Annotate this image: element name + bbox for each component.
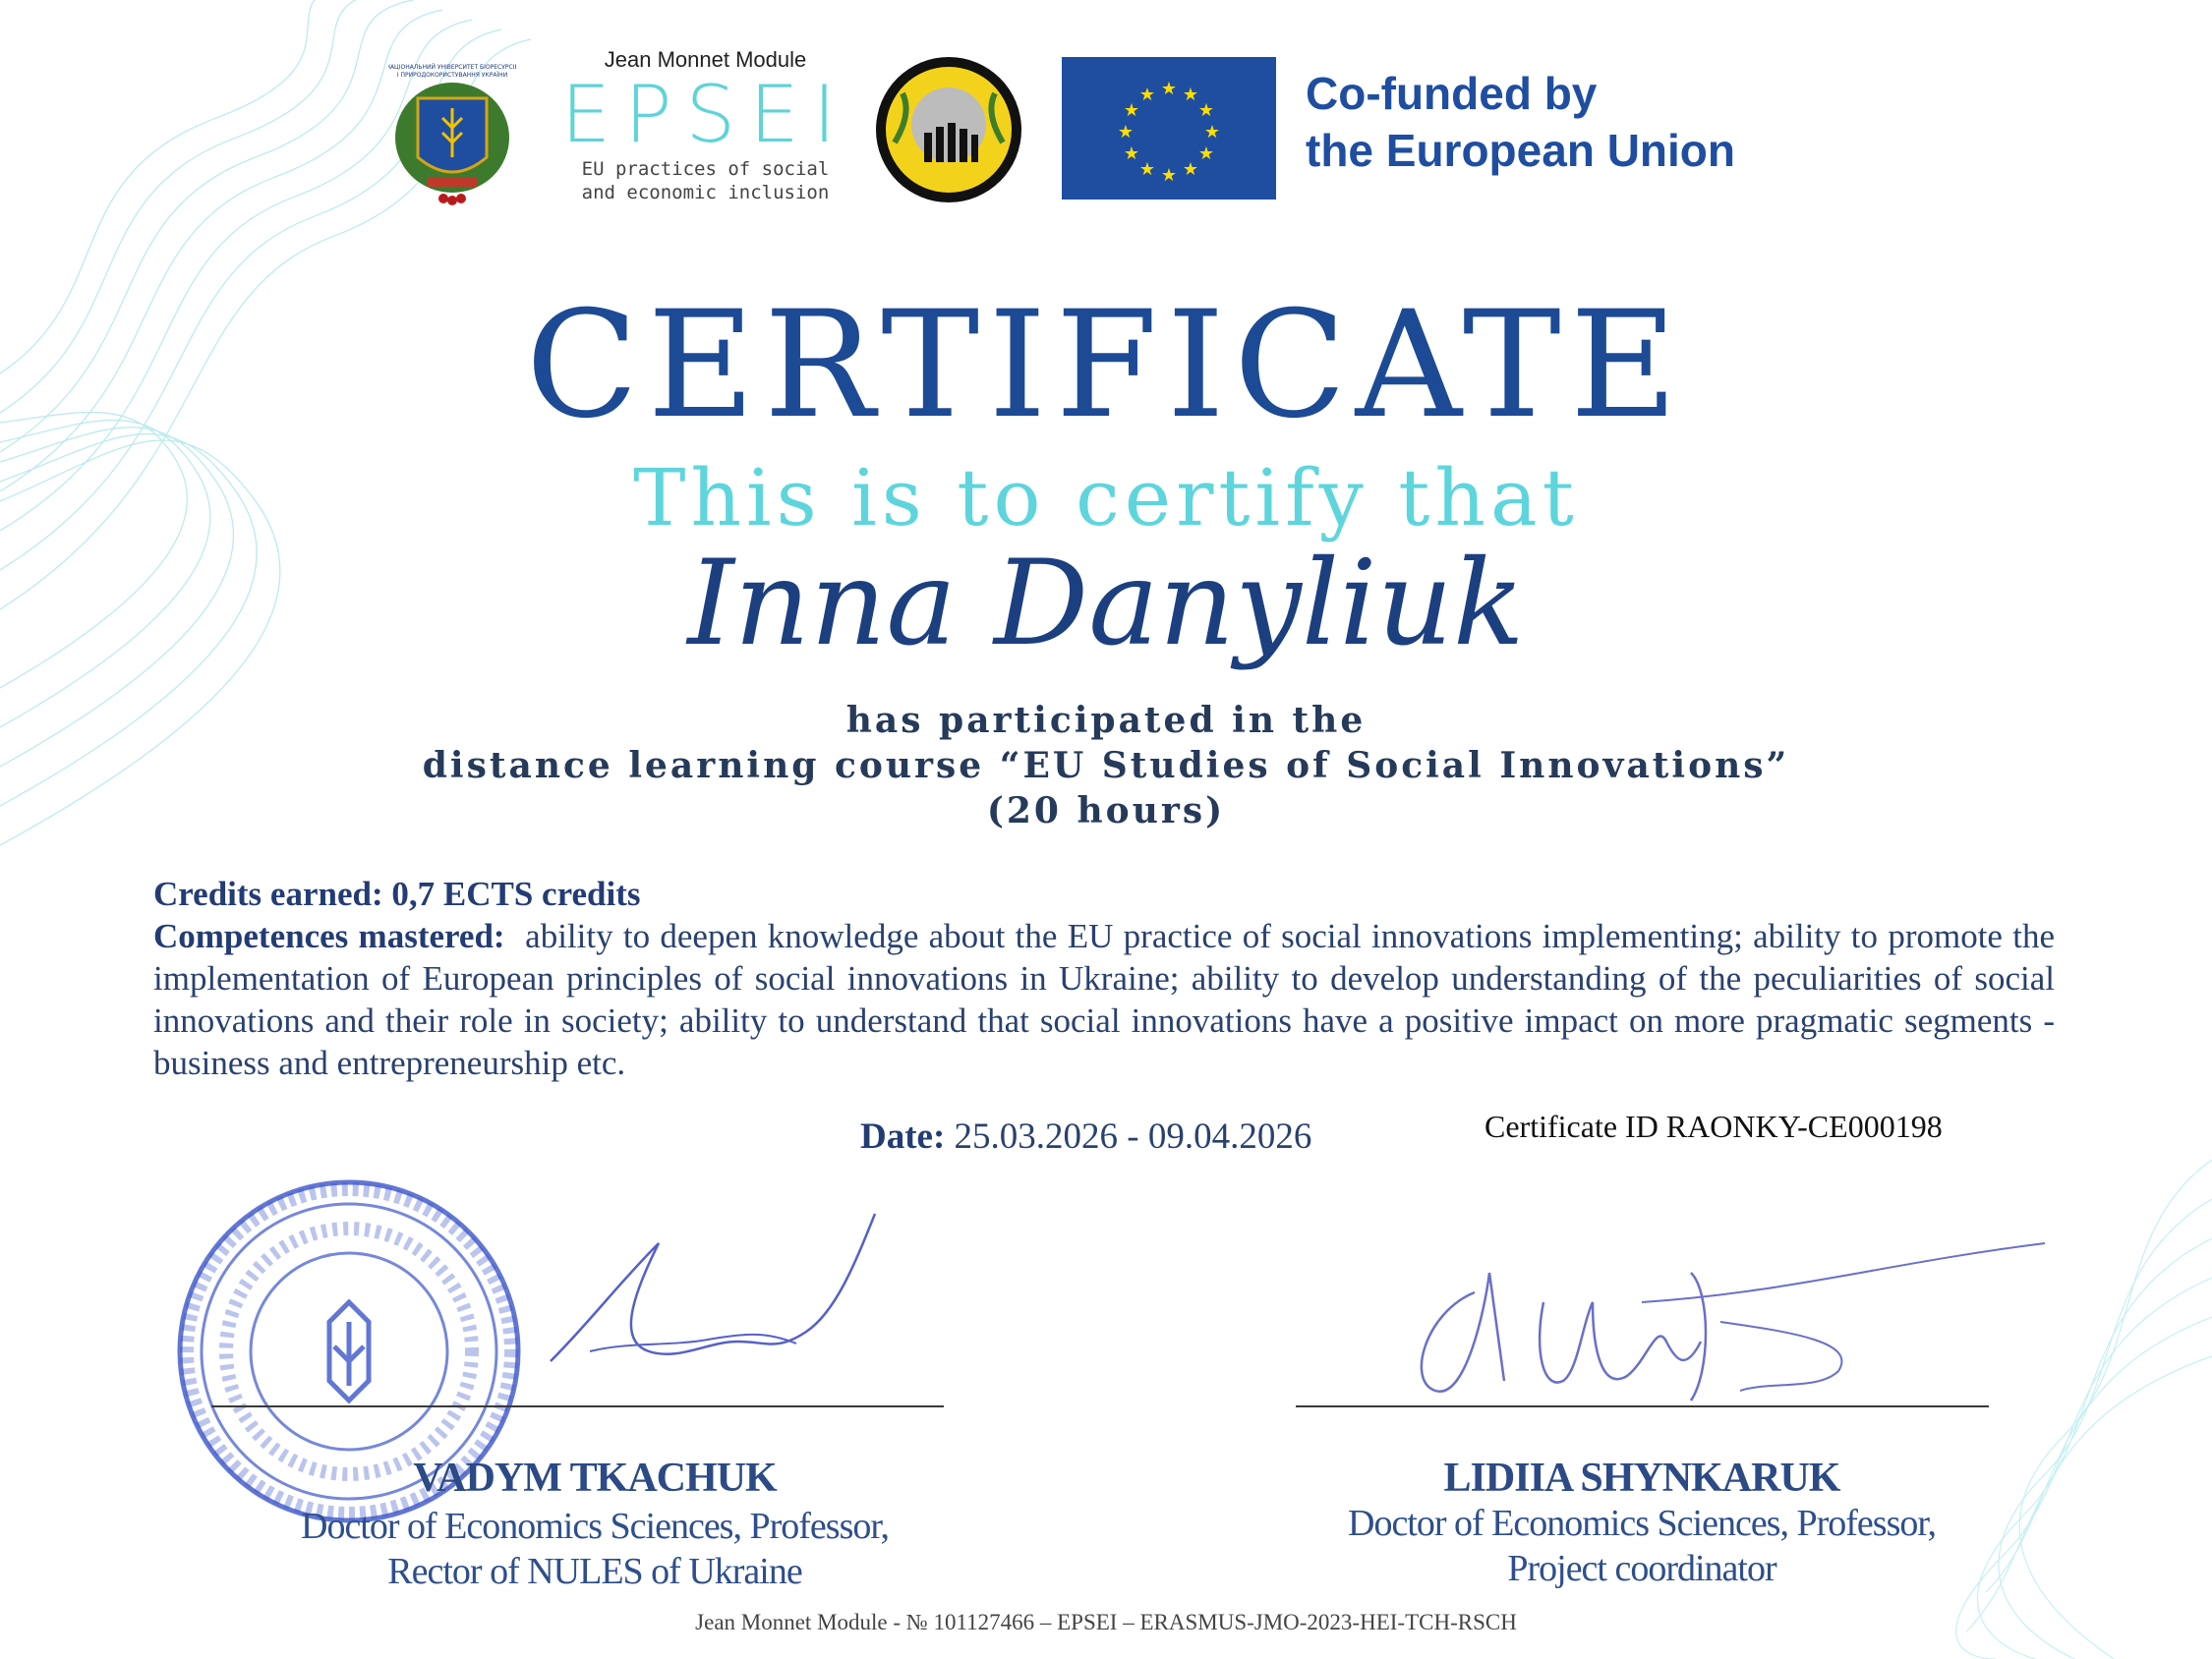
- eu-cofunded-label: [1306, 65, 1735, 179]
- course-line-1: has participated in the: [845, 700, 1367, 741]
- course-line-2: distance learning course “EU Studies of Social Innovations”: [422, 745, 1790, 786]
- date-label: Date:: [860, 1116, 946, 1157]
- signature-right-icon: [1396, 1233, 2065, 1420]
- svg-text:★: ★: [1160, 165, 1178, 186]
- signatory-role-left: [172, 1504, 1018, 1594]
- credits-label: Credits earned:: [153, 875, 383, 913]
- svg-text:★: ★: [1138, 85, 1156, 105]
- certificate-title: CERTIFICATE: [525, 280, 1687, 451]
- epsei-subtitle-line2: and economic inclusion: [581, 182, 830, 203]
- certificate-id: Certificate ID RAONKY-CE000198: [1484, 1109, 1943, 1144]
- svg-text:★: ★: [1197, 100, 1215, 121]
- svg-text:І ПРИРОДОКОРИСТУВАННЯ УКРАЇНИ: І ПРИРОДОКОРИСТУВАННЯ УКРАЇНИ: [396, 72, 508, 79]
- signature-left-icon: [511, 1204, 904, 1401]
- epsei-module-label: Jean Monnet Module: [604, 47, 807, 72]
- credits-row: [153, 873, 2055, 915]
- svg-text:★: ★: [1123, 100, 1140, 121]
- signatory-role-right-line2: Project coordinator: [1507, 1548, 1776, 1589]
- signatory-role-right: [1249, 1501, 2035, 1591]
- svg-text:★: ★: [1203, 122, 1221, 143]
- signature-line-right: [1296, 1405, 1989, 1407]
- signatory-role-left-line2: Rector of NULES of Ukraine: [387, 1551, 802, 1592]
- signatory-name-right: LIDIIA SHYNKARUK: [1443, 1456, 1840, 1501]
- department-logo: [873, 54, 1025, 206]
- svg-text:НАЦІОНАЛЬНИЙ УНІВЕРСИТЕТ БІОРЕ: НАЦІОНАЛЬНИЙ УНІВЕРСИТЕТ БІОРЕСУРСІВ: [388, 64, 516, 71]
- svg-text:★: ★: [1197, 143, 1215, 164]
- competences-label: Competences mastered:: [153, 917, 505, 955]
- date-row: [860, 1116, 1311, 1158]
- svg-text:★: ★: [1123, 143, 1140, 164]
- certificate-details: [153, 873, 2055, 1084]
- svg-text:★: ★: [1182, 159, 1199, 180]
- epsei-wordmark: EPSEI: [560, 69, 850, 160]
- competences-text: ability to deepen knowledge about the EU practice of social innovations implementing; ability to promote the implementation of European principles of social innovations in Ukraine; ability to develop understanding of the peculiarities of social innovations and their role in society; ability to understand that social innovations have a positive impact on more pragmatic segments - business and entrepreneurship etc.: [153, 917, 2055, 1082]
- recipient-name: Inna Danyliuk: [687, 536, 1525, 672]
- competences-row: [153, 915, 2055, 1084]
- signatory-name-left: VADYM TKACHUK: [413, 1456, 777, 1501]
- footer-reference: Jean Monnet Module - № 101127466 – EPSEI – ERASMUS-JMO-2023-HEI-TCH-RSCH: [695, 1610, 1517, 1634]
- signatory-role-right-line1: Doctor of Economics Sciences, Professor,: [1348, 1503, 1936, 1544]
- nubip-logo: [388, 59, 516, 206]
- date-value: 25.03.2026 - 09.04.2026: [954, 1116, 1312, 1157]
- certify-line: This is to certify that: [633, 452, 1579, 543]
- svg-text:★: ★: [1138, 159, 1156, 180]
- epsei-logo: [555, 47, 855, 214]
- epsei-subtitle-line1: EU practices of social: [581, 158, 830, 180]
- svg-text:★: ★: [1182, 85, 1199, 105]
- course-line-3: (20 hours): [986, 790, 1226, 831]
- course-description: [0, 698, 2212, 833]
- eu-flag-icon: [1062, 57, 1276, 200]
- svg-text:★: ★: [1117, 122, 1135, 143]
- signatory-role-left-line1: Doctor of Economics Sciences, Professor,: [301, 1506, 889, 1547]
- eu-cofunded-line2: the European Union: [1306, 125, 1735, 176]
- svg-text:★: ★: [1160, 79, 1178, 99]
- credits-value: 0,7 ECTS credits: [391, 875, 641, 913]
- eu-cofunded-line1: Co-funded by: [1306, 68, 1598, 119]
- signature-line-left: [211, 1405, 944, 1407]
